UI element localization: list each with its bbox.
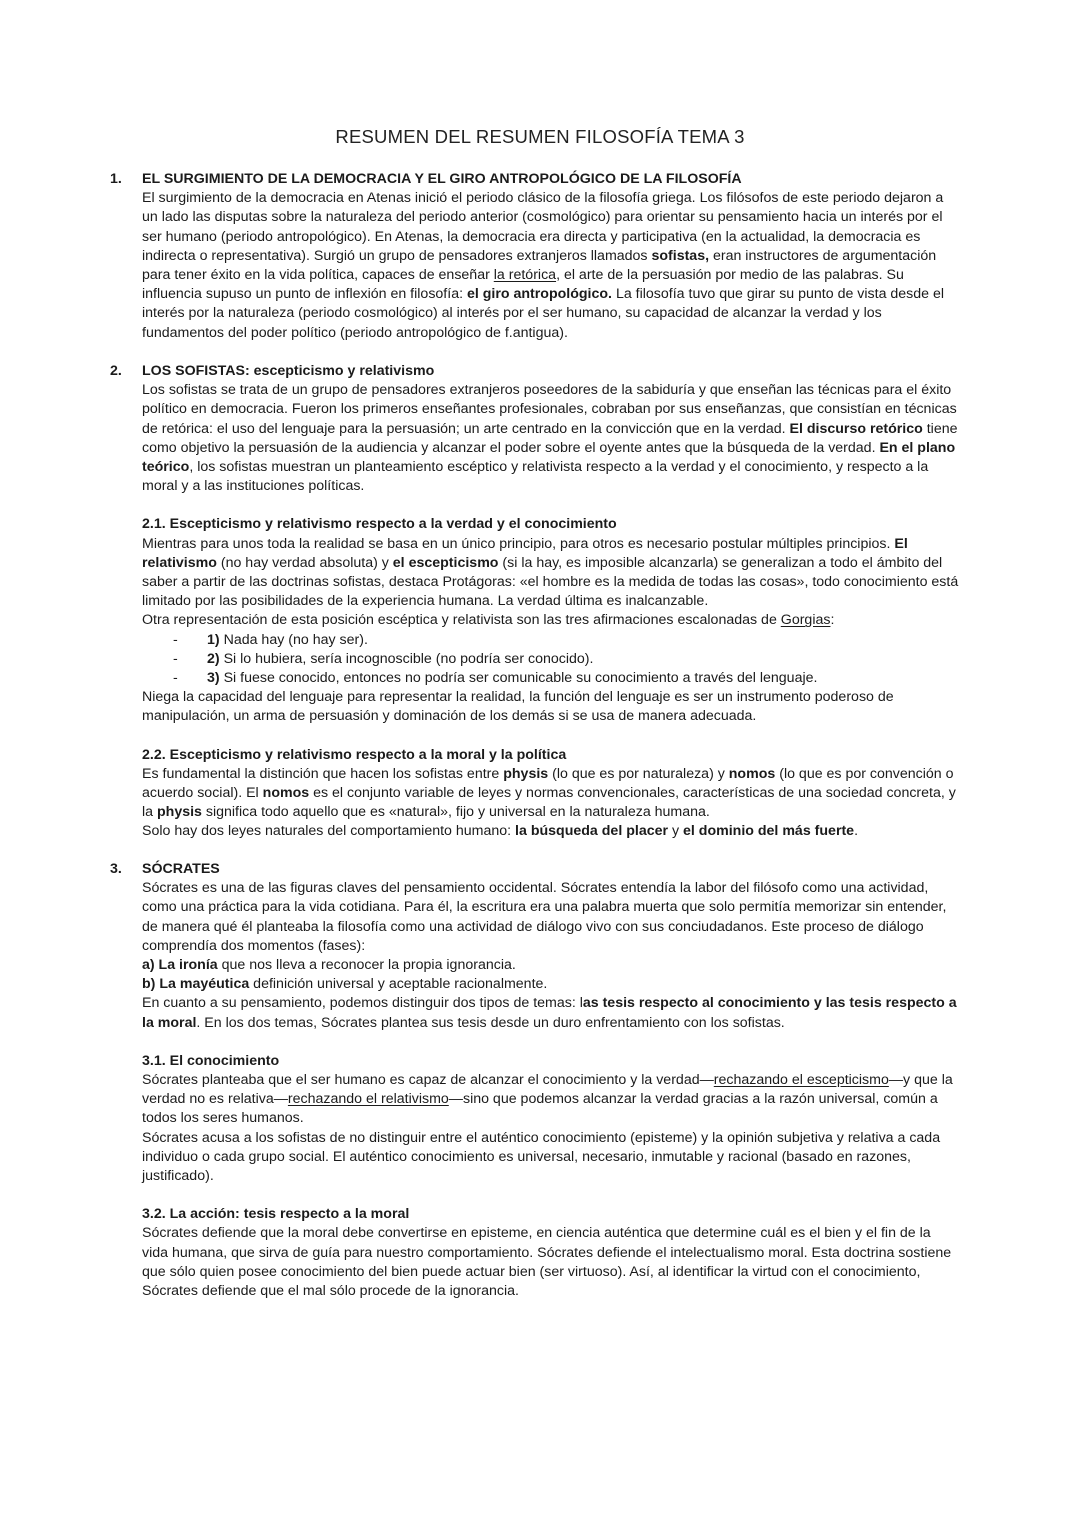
item-text: Nada hay (no hay ser). xyxy=(219,631,368,648)
subsection-title: 3.1. El conocimiento xyxy=(142,1052,280,1069)
text-run: , el arte de la persuasión por medio de las palabras. Su influencia supuso un punto de inflexión en filosofía: xyxy=(142,267,904,303)
subsection-title: 2.2. Escepticismo y relativismo respecto a la moral y la política xyxy=(142,746,567,763)
text-run: (lo que es por naturaleza) y xyxy=(548,765,729,782)
text-run: —sino que podemos alcanzar la verdad gracias a la razón universal, común a todos los seres humanos. xyxy=(142,1091,938,1127)
item-number: 2) xyxy=(207,650,220,667)
section-body xyxy=(142,189,960,343)
item-number: 3) xyxy=(207,670,220,687)
bold-term: nomos xyxy=(728,765,776,782)
list-item xyxy=(142,650,960,669)
spacer xyxy=(142,1186,960,1205)
paragraph xyxy=(142,975,960,994)
bold-term: nomos xyxy=(262,785,310,802)
list-item xyxy=(142,669,960,688)
text-run: El surgimiento de la democracia en Atenas inició el periodo clásico de la filosofía griega. Los filósofos de este periodo dejaron a un lado las disputas sobre la naturaleza del periodo anterior (cosmológico) para orientar su pensamiento hacia un interés por el ser humano (periodo antropológico). En Atenas, la democracia era directa y participativa (en la actualidad, la democracia es indirecta o representativa). Surgió un grupo de pensadores extranjeros llamados xyxy=(142,190,944,264)
bold-term: el giro antropológico. xyxy=(466,286,612,303)
text-run: Es fundamental la distinción que hacen los sofistas entre xyxy=(142,765,504,782)
section-body xyxy=(142,381,960,841)
text-run: Niega la capacidad del lenguaje para representar la realidad, la función del lenguaje es ser un instrumento poderoso de manipulación, un arma de persuasión y dominación de los demás si se usa de manera adecuada. xyxy=(142,689,894,725)
text-run: , los sofistas muestran un planteamiento escéptico y relativista respecto a la verdad y el conocimiento, y respecto a la moral y a las instituciones políticas. xyxy=(142,459,929,495)
paragraph xyxy=(142,189,960,343)
text-run: : xyxy=(830,612,835,629)
subsection-title: 3.2. La acción: tesis respecto a la moral xyxy=(142,1206,410,1223)
bold-term: el escepticismo xyxy=(392,554,499,571)
section-title: SÓCRATES xyxy=(142,861,220,877)
bold-term: la búsqueda del placer xyxy=(515,823,669,840)
bold-term: sofistas, xyxy=(651,247,710,264)
item-text: Si fuese conocido, entonces no podría ser comunicable su conocimiento a través del lenguaje. xyxy=(219,670,818,687)
paragraph xyxy=(142,765,960,823)
text-run: . xyxy=(854,823,859,840)
text-run: En cuanto a su pensamiento, podemos distinguir dos tipos de temas: l xyxy=(142,995,583,1012)
text-run: Los sofistas se trata de un grupo de pensadores extranjeros poseedores de la sabiduría y que enseñan las técnicas para el éxito político en democracia. Fueron los primeros enseñantes profesionales, cobraban por sus enseñanzas, que consistían en técnicas de retórica: el uso del lenguaje para la persuasión; un arte centrado en la convicción que en la verdad. xyxy=(142,382,957,437)
section-title: LOS SOFISTAS: escepticismo y relativismo xyxy=(142,363,435,379)
section-3 xyxy=(110,860,960,1301)
underlined-term: la retórica xyxy=(493,267,557,284)
text-run: eran instructores de argumentación para tener éxito en la vida política, capaces de enseñar xyxy=(142,247,937,284)
bold-term: En el plano teórico xyxy=(142,439,956,476)
spacer xyxy=(142,727,960,746)
text-run: (si la hay, es imposible alcanzarla) se generalizan a todo el ámbito del saber a partir de las doctrinas sofistas, destaca Protágoras: «el hombre es la medida de todas las cosas», todo conocimiento está limitado por las posibilidades de la experiencia humana. La verdad última es inalcanzable. xyxy=(142,554,959,610)
bold-term: physis xyxy=(156,804,202,821)
bold-term: b) La mayéutica xyxy=(142,976,250,993)
bold-term: el dominio del más fuerte xyxy=(683,823,855,840)
paragraph xyxy=(142,688,960,726)
text-run: tiene como objetivo la persuasión de la audiencia y alcanzar el poder sobre el oyente antes que la búsqueda de la verdad. xyxy=(142,420,958,456)
section-number: 1. xyxy=(110,171,122,187)
text-run: Sócrates defiende que la moral debe convertirse en episteme, en ciencia auténtica que determine cuál es el bien y el fin de la vida humana, que sirva de guía para nuestro comportamiento. Sócrates defiende el intelectualismo moral. Esta doctrina sostiene que sólo quien posee conocimiento del bien puede actuar bien (ser virtuoso). Así, al identificar la virtud con el conocimiento, Sócrates defiende que el mal sólo procede de la ignorancia. xyxy=(142,1225,952,1300)
paragraph xyxy=(142,1224,960,1301)
text-run: —y que la verdad no es relativa— xyxy=(142,1072,953,1108)
text-run: Sócrates acusa a los sofistas de no distinguir entre el auténtico conocimiento (episteme) y la opinión subjetiva y relativa a cada individuo o cada grupo social. El auténtico conocimiento es universal, necesario, inmutable y racional (basado en razones, justificado). xyxy=(142,1129,941,1185)
text-run: Mientras para unos toda la realidad se basa en un único principio, para otros es necesario postular múltiples principios. xyxy=(142,535,895,552)
dash-bullet: - xyxy=(173,670,178,687)
section-1 xyxy=(110,170,960,343)
section-heading xyxy=(110,860,960,879)
subsection-title: 2.1. Escepticismo y relativismo respecto a la verdad y el conocimiento xyxy=(142,516,617,533)
spacer xyxy=(142,1033,960,1052)
text-run: (no hay verdad absoluta) y xyxy=(216,554,393,571)
section-title: EL SURGIMIENTO DE LA DEMOCRACIA Y EL GIRO ANTROPOLÓGICO DE LA FILOSOFÍA xyxy=(142,171,742,187)
underlined-term: Gorgias xyxy=(780,612,831,629)
dash-bullet: - xyxy=(173,631,178,648)
text-run: significa todo aquello que es «natural», fijo y universal en la naturaleza humana. xyxy=(201,804,710,821)
text-run: (lo que es por convención o acuerdo social). El xyxy=(142,765,954,802)
text-run: Solo hay dos leyes naturales del comportamiento humano: xyxy=(142,823,516,840)
section-body xyxy=(142,879,960,1301)
section-heading xyxy=(110,362,960,381)
paragraph xyxy=(142,994,960,1032)
section-number: 2. xyxy=(110,363,122,379)
paragraph xyxy=(142,1071,960,1129)
spacer xyxy=(142,496,960,515)
text-run: y xyxy=(668,823,683,840)
underlined-term: rechazando el escepticismo xyxy=(713,1072,889,1089)
bold-term: physis xyxy=(503,765,549,782)
text-run: Otra representación de esta posición escéptica y relativista son las tres afirmaciones escalonadas de xyxy=(142,612,781,629)
section-number: 3. xyxy=(110,861,122,877)
paragraph xyxy=(142,1129,960,1187)
text-run: que nos lleva a reconocer la propia ignorancia. xyxy=(217,957,516,974)
paragraph xyxy=(142,535,960,612)
text-run: definición universal y aceptable racionalmente. xyxy=(249,976,548,993)
text-run: La filosofía tuvo que girar su punto de vista desde el interés por la naturaleza (periodo cosmológico) al interés por el ser humano, su capacidad de alcanzar la verdad y los fundamentos del poder político (periodo antropológico de f.antigua). xyxy=(142,286,945,341)
item-text: Si lo hubiera, sería incognoscible (no podría ser conocido). xyxy=(219,650,594,667)
bold-term: a) La ironía xyxy=(142,957,218,974)
text-run: es el conjunto variable de leyes y normas convencionales, características de una sociedad concreta, y la xyxy=(142,785,956,821)
bold-term: El discurso retórico xyxy=(789,420,923,437)
document-title: RESUMEN DEL RESUMEN FILOSOFÍA TEMA 3 xyxy=(335,126,745,147)
section-2 xyxy=(110,362,960,842)
gorgias-list xyxy=(142,631,960,689)
paragraph xyxy=(142,956,960,975)
dash-bullet: - xyxy=(173,650,178,667)
text-run: Sócrates planteaba que el ser humano es capaz de alcanzar el conocimiento y la verdad— xyxy=(142,1072,714,1089)
paragraph xyxy=(142,381,960,496)
list-item xyxy=(142,631,960,650)
bold-term: El relativismo xyxy=(142,535,908,571)
text-run: Sócrates es una de las figuras claves del pensamiento occidental. Sócrates entendía la labor del filósofo como una actividad, como una práctica para la vida cotidiana. Para él, la escritura era una palabra muerta que solo permitía memorizar sin entender, de manera qué él planteaba la filosofía como una actividad de diálogo vivo con sus conciudadanos. Este proceso de diálogo comprendía dos momentos (fases): xyxy=(142,880,947,954)
underlined-term: rechazando el relativismo xyxy=(287,1091,449,1108)
paragraph xyxy=(142,611,960,630)
item-number: 1) xyxy=(207,631,220,648)
section-heading xyxy=(110,170,960,189)
bold-term: as tesis respecto al conocimiento y las tesis respecto a la moral xyxy=(142,995,957,1031)
paragraph xyxy=(142,879,960,956)
paragraph xyxy=(142,822,960,841)
text-run: . En los dos temas, Sócrates plantea sus tesis desde un duro enfrentamiento con los sofistas. xyxy=(196,1014,785,1031)
